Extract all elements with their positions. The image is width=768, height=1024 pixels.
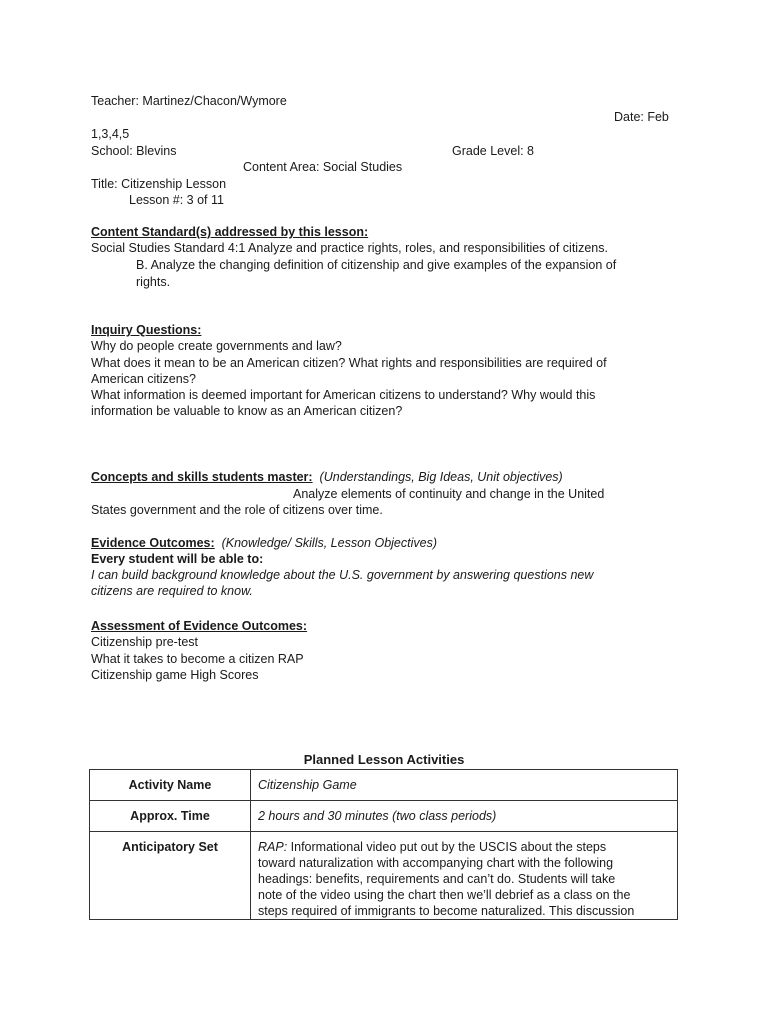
teacher-line: Teacher: Martinez/Chacon/Wymore [91, 94, 287, 108]
value-line: headings: benefits, requirements and can’t do. Students will take [258, 872, 616, 886]
value-line: toward naturalization with accompanying chart with the following [258, 856, 614, 870]
concepts-note: (Understandings, Big Ideas, Unit objectives) [319, 470, 563, 484]
activities-table [89, 769, 678, 920]
assessment-heading: Assessment of Evidence Outcomes: [91, 619, 308, 633]
standards-line: Social Studies Standard 4:1 Analyze and practice rights, roles, and responsibilities of citizens. [91, 241, 608, 255]
evidence-line: I can build background knowledge about the U.S. government by answering questions new [91, 568, 594, 582]
assessment-item: Citizenship game High Scores [91, 668, 259, 682]
assessment-item: What it takes to become a citizen RAP [91, 652, 304, 666]
value-line: note of the video using the chart then we’ll debrief as a class on the [258, 888, 631, 902]
lesson-title: Title: Citizenship Lesson [91, 177, 227, 191]
grade-level: Grade Level: 8 [452, 144, 534, 158]
value-line: Informational video put out by the USCIS about the steps [287, 840, 607, 854]
content-area: Content Area: Social Studies [243, 160, 403, 174]
table-row [90, 801, 678, 832]
standards-line: rights. [136, 275, 171, 289]
concepts-heading: Concepts and skills students master: [91, 470, 313, 484]
inquiry-line: Why do people create governments and law? [91, 339, 342, 353]
rap-label: RAP: [258, 840, 288, 854]
row-value [251, 832, 678, 920]
activities-heading: Planned Lesson Activities [303, 752, 465, 767]
date-line: Date: Feb [614, 110, 669, 124]
inquiry-line: information be valuable to know as an American citizen? [91, 404, 403, 418]
inquiry-line: What does it mean to be an American citizen? What rights and responsibilities are required of [91, 356, 607, 370]
standards-line: B. Analyze the changing definition of citizenship and give examples of the expansion of [136, 258, 617, 272]
evidence-heading-line [91, 535, 437, 551]
value-line: steps required of immigrants to become naturalized. This discussion [258, 904, 635, 918]
evidence-line: citizens are required to know. [91, 584, 253, 598]
concepts-line: Analyze elements of continuity and change in the United [293, 487, 605, 501]
school-line: School: Blevins [91, 144, 177, 158]
evidence-subheading: Every student will be able to: [91, 552, 264, 566]
table-row [90, 832, 678, 920]
row-value: 2 hours and 30 minutes (two class periods) [251, 801, 678, 832]
evidence-heading: Evidence Outcomes: [91, 536, 215, 550]
row-value: Citizenship Game [251, 770, 678, 801]
evidence-note: (Knowledge/ Skills, Lesson Objectives) [221, 536, 437, 550]
inquiry-line: American citizens? [91, 372, 196, 386]
inquiry-line: What information is deemed important for American citizens to understand? Why would this [91, 388, 596, 402]
inquiry-heading: Inquiry Questions: [91, 323, 202, 337]
row-label: Approx. Time [90, 801, 251, 832]
row-label: Anticipatory Set [90, 832, 251, 920]
table-row [90, 770, 678, 801]
date-days: 1,3,4,5 [91, 127, 130, 141]
assessment-item: Citizenship pre-test [91, 635, 198, 649]
anticipatory-set-text [258, 839, 670, 919]
concepts-line: States government and the role of citizens over time. [91, 503, 383, 517]
lesson-number: Lesson #: 3 of 11 [129, 193, 224, 207]
standards-heading: Content Standard(s) addressed by this lesson: [91, 225, 369, 239]
concepts-heading-line [91, 469, 563, 485]
row-label: Activity Name [90, 770, 251, 801]
